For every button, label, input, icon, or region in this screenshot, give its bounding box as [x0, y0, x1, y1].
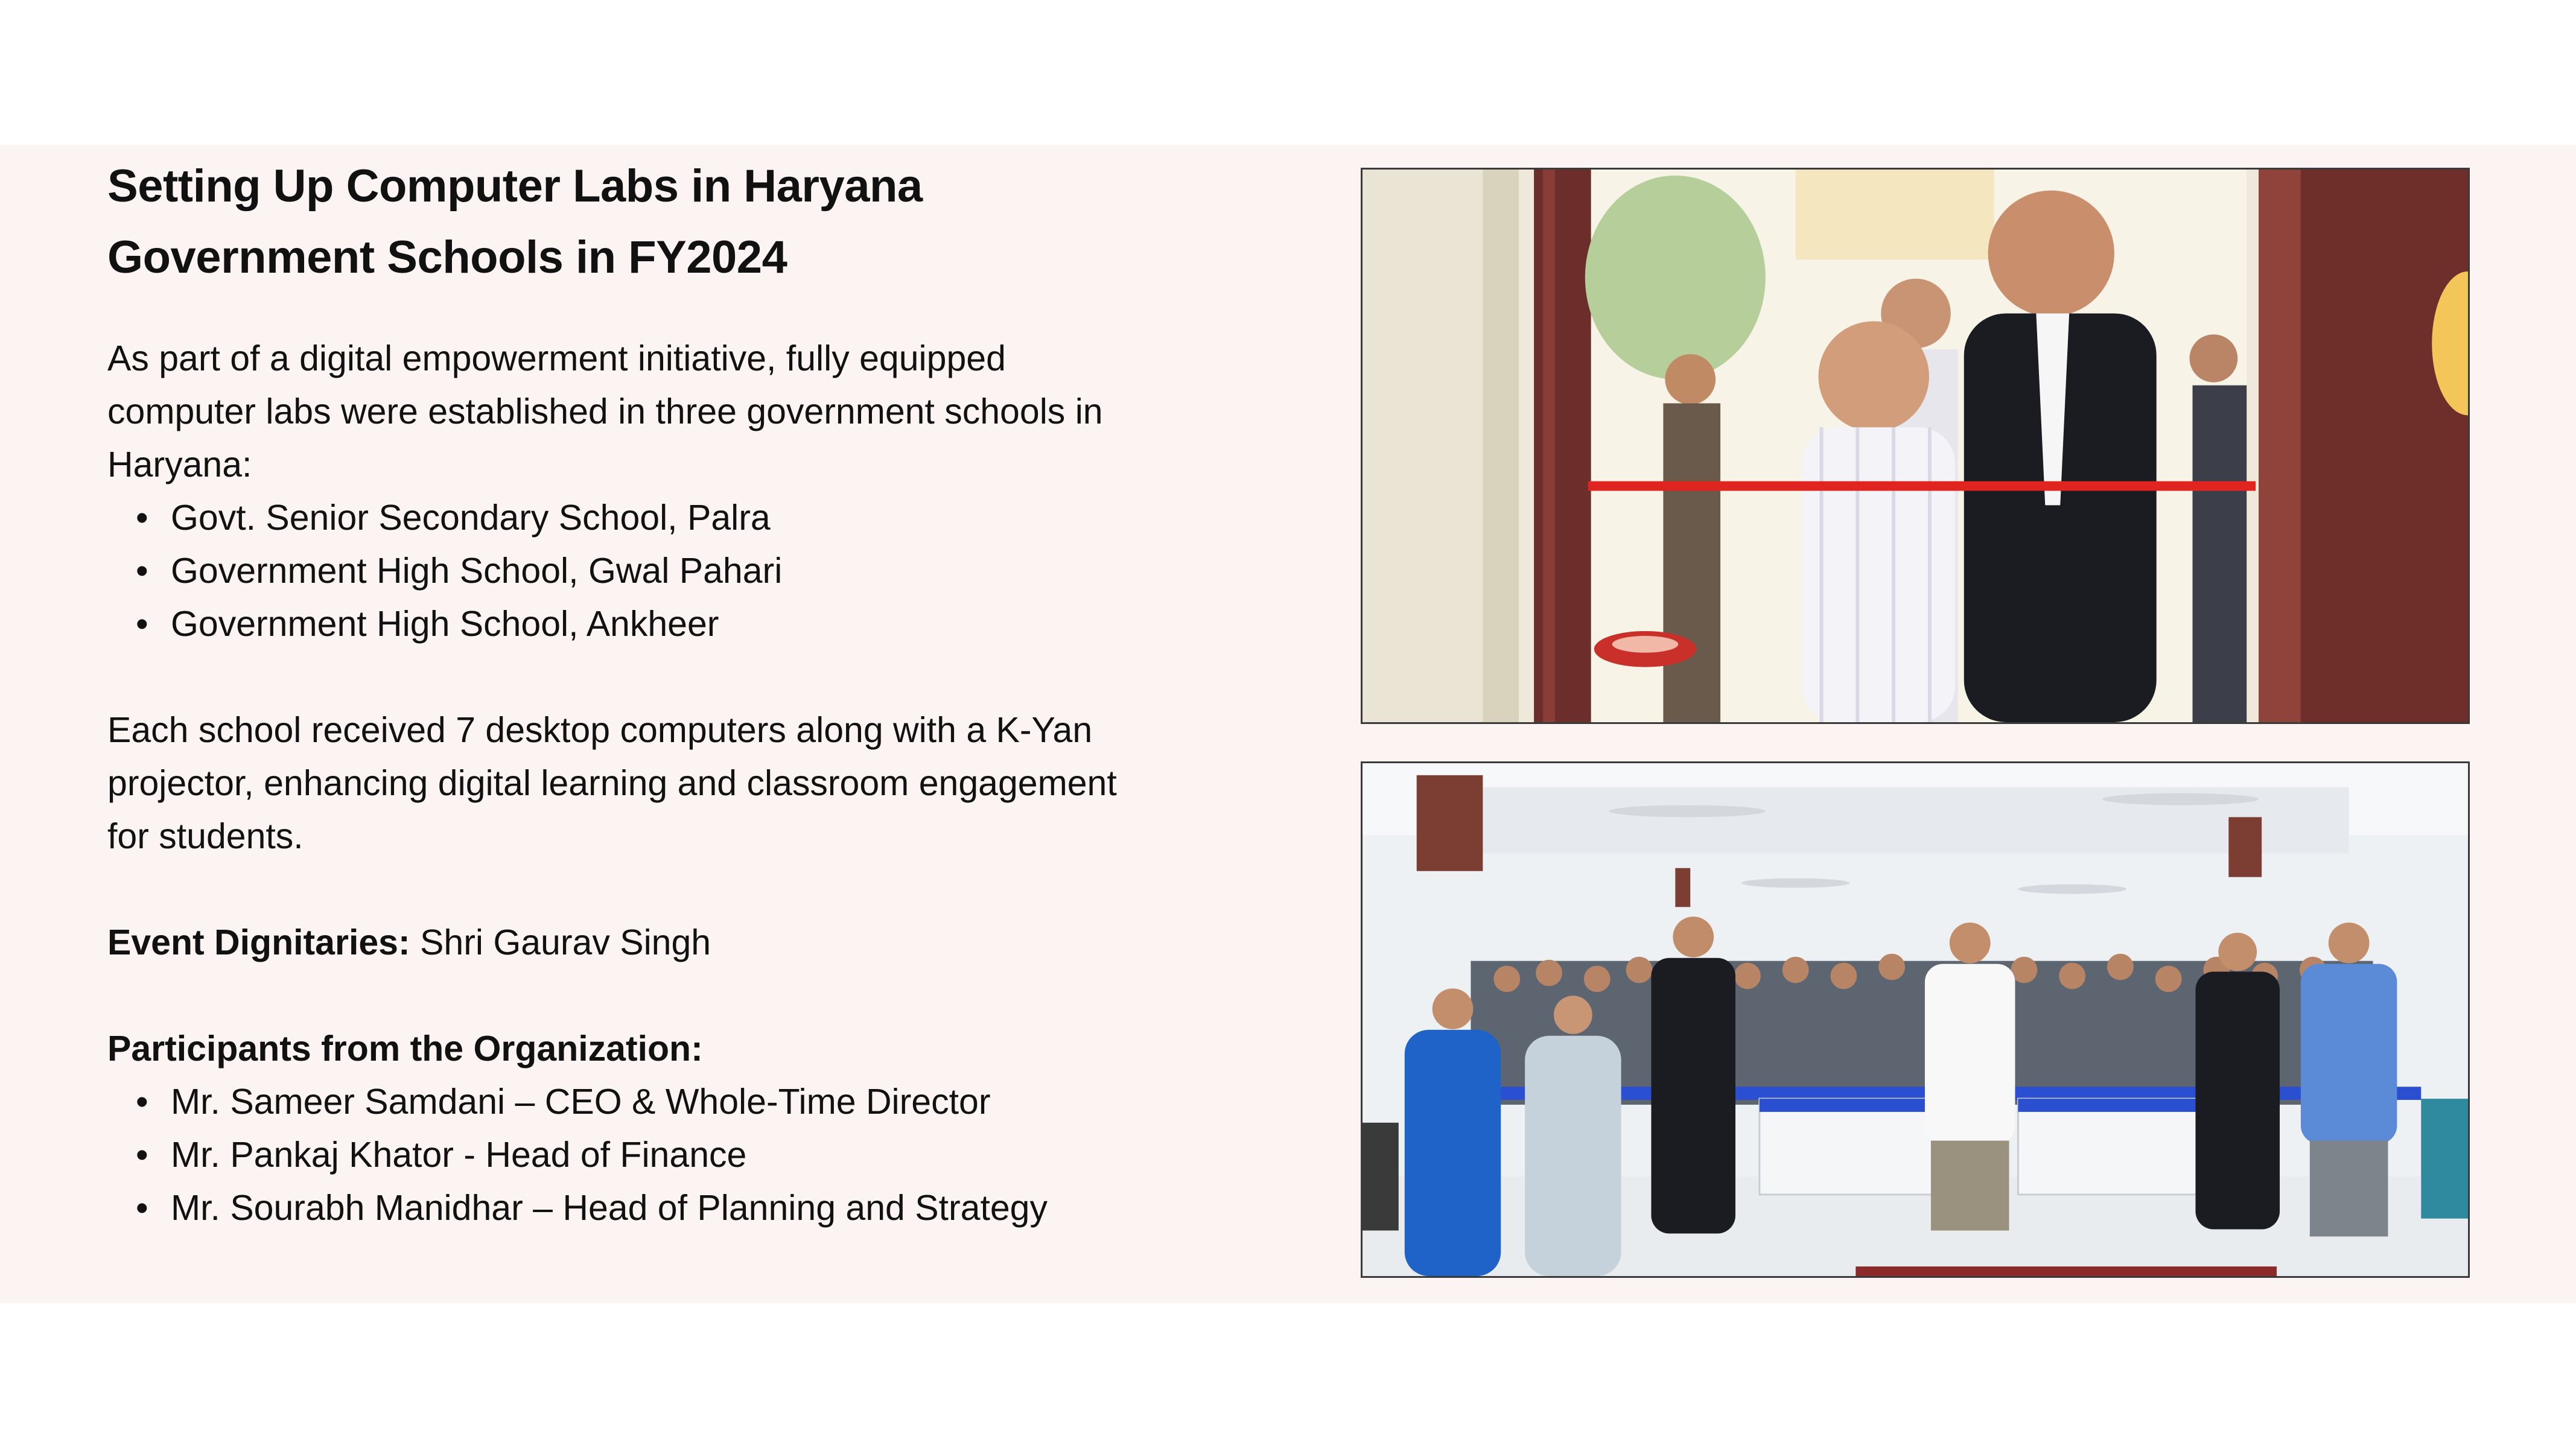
ribbon-cutting-illustration: [1363, 170, 2468, 722]
detail-line-3: for students.: [107, 816, 304, 856]
dignitaries-label: Event Dignitaries:: [107, 922, 410, 962]
intro-line-1: As part of a digital empowerment initiative, fully equipped: [107, 338, 1006, 378]
detail-line-2: projector, enhancing digital learning and classroom engagement: [107, 763, 1117, 803]
intro-paragraph: [107, 332, 1284, 491]
classroom-group-photo: [1361, 761, 2470, 1278]
slide-title: [107, 151, 1284, 293]
participants-heading: Participants from the Organization:: [107, 1029, 703, 1069]
list-item: • Mr. Pankaj Khator - Head of Finance: [171, 1128, 1284, 1181]
list-item: • Government High School, Ankheer: [171, 597, 1284, 650]
list-item: • Government High School, Gwal Pahari: [171, 544, 1284, 597]
title-line-2: Government Schools in FY2024: [107, 232, 787, 283]
classroom-illustration: [1363, 763, 2468, 1276]
list-item: • Govt. Senior Secondary School, Palra: [171, 491, 1284, 544]
intro-line-3: Haryana:: [107, 445, 252, 484]
list-item: • Mr. Sourabh Manidhar – Head of Planning and Strategy: [171, 1181, 1284, 1234]
dignitaries-line: [107, 916, 1284, 969]
schools-list: [107, 491, 1284, 650]
dignitaries-value: Shri Gaurav Singh: [420, 922, 711, 962]
detail-paragraph: [107, 703, 1284, 863]
intro-line-2: computer labs were established in three government schools in: [107, 392, 1103, 431]
detail-line-1: Each school received 7 desktop computers along with a K-Yan: [107, 710, 1093, 750]
participants-list: [107, 1075, 1284, 1234]
ribbon-cutting-photo: [1361, 168, 2470, 724]
list-item: • Mr. Sameer Samdani – CEO & Whole-Time Director: [171, 1075, 1284, 1128]
text-column: [107, 151, 1284, 1234]
title-line-1: Setting Up Computer Labs in Haryana: [107, 160, 923, 212]
